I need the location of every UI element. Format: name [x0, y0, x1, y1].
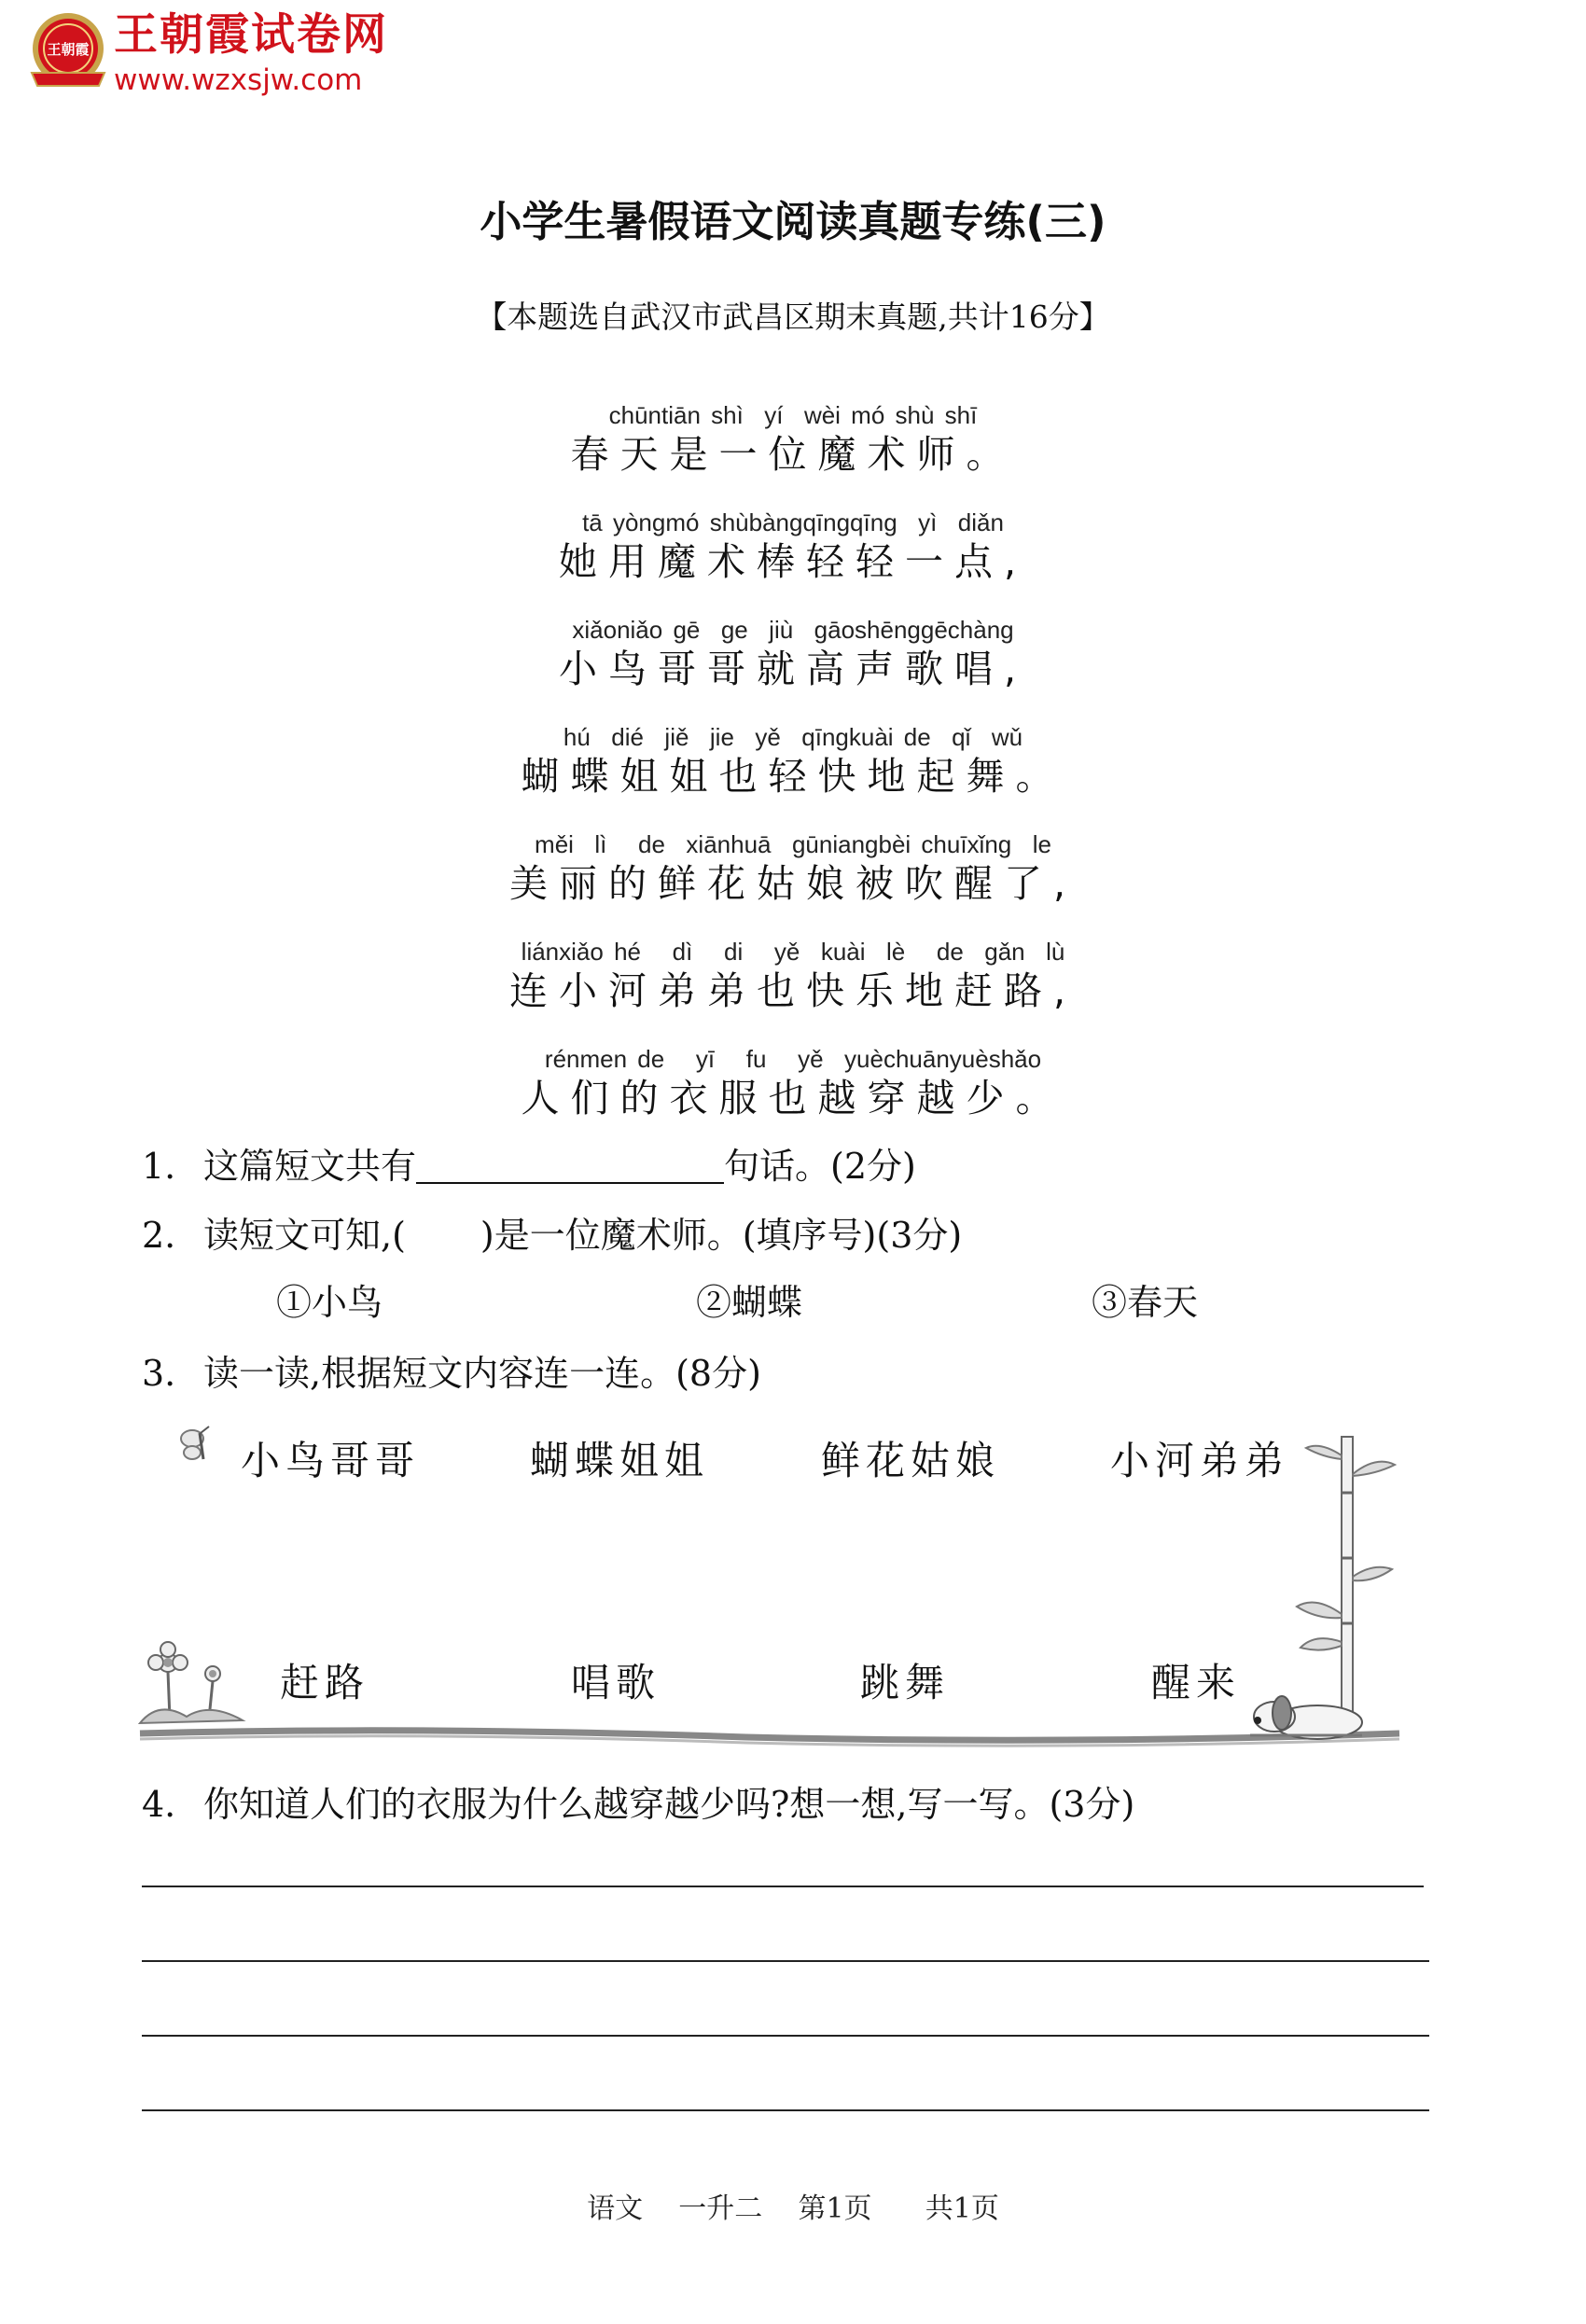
- match-bottom-item[interactable]: 跳舞: [860, 1660, 951, 1705]
- page-title: 小学生暑假语文阅读真题专练(三): [480, 197, 1106, 246]
- question-1: [142, 1142, 916, 1190]
- question-1-text-after: 句话。(2分): [724, 1146, 916, 1187]
- poem-line: 美丽的鲜花姑娘被吹醒了,: [508, 861, 1078, 906]
- poem-line: 蝴蝶姐姐也轻快地起舞。: [521, 754, 1065, 799]
- pinyin-line: hú dié jiě jie yě qīngkuài de qǐ wǔ: [563, 723, 1023, 751]
- poem-line: 小鸟哥哥就高声歌唱,: [558, 647, 1028, 691]
- match-top-item[interactable]: 小鸟哥哥: [241, 1438, 421, 1483]
- butterfly-icon: [177, 1424, 220, 1467]
- question-3-text: 读一读,根据短文内容连一连。(8分): [203, 1353, 761, 1394]
- question-2: [142, 1211, 962, 1259]
- question-number: 1.: [142, 1146, 176, 1187]
- question-2-text-after: )是一位魔术师。(填序号)(3分): [480, 1215, 963, 1256]
- pinyin-line: liánxiǎo hé dì di yě kuài lè de gǎn lù: [521, 938, 1065, 966]
- poem-line: 人们的衣服也越穿越少。: [521, 1076, 1065, 1120]
- match-bottom-item[interactable]: 赶路: [280, 1660, 370, 1705]
- answer-line[interactable]: [142, 1886, 1424, 1887]
- site-url[interactable]: www.wzxsjw.com: [114, 63, 363, 97]
- pinyin-line: xiǎoniǎo gē ge jiù gāoshēnggēchàng: [572, 616, 1014, 644]
- pinyin-line: rénmen de yī fu yě yuèchuānyuèshǎo: [544, 1045, 1042, 1073]
- site-name: 王朝霞试卷网: [114, 9, 388, 61]
- question-3: [142, 1349, 761, 1398]
- site-logo-seal-icon: [28, 11, 108, 91]
- source-note: 【本题选自武汉市武昌区期末真题,共计16分】: [476, 299, 1110, 335]
- answer-line[interactable]: [142, 1960, 1429, 1962]
- question-4-text: 你知道人们的衣服为什么越穿越少吗?想一想,写一写。(3分): [203, 1784, 1135, 1825]
- pinyin-line: měi lì de xiānhuā gūniangbèi chuīxǐng le: [535, 830, 1051, 858]
- match-bottom-item[interactable]: 唱歌: [571, 1660, 661, 1705]
- poem-line: 连小河弟弟也快乐地赶路,: [508, 968, 1078, 1013]
- answer-line[interactable]: [142, 2035, 1429, 2037]
- logo-seal-text: 王朝霞: [47, 41, 90, 58]
- question-number: 4.: [142, 1784, 176, 1825]
- bamboo-icon: [1287, 1437, 1399, 1717]
- question-4: [142, 1780, 1134, 1829]
- option-1[interactable]: ①小鸟: [276, 1282, 383, 1323]
- pinyin-line: tā yòngmó shùbàngqīngqīng yì diǎn: [582, 508, 1004, 536]
- option-3[interactable]: ③春天: [1092, 1282, 1199, 1323]
- puppy-icon: [1241, 1679, 1371, 1745]
- answer-line[interactable]: [142, 2109, 1429, 2111]
- pinyin-line: chūntiān shì yí wèi mó shù shī: [608, 401, 978, 429]
- match-top-item[interactable]: 小河弟弟: [1110, 1438, 1290, 1483]
- option-2[interactable]: ②蝴蝶: [696, 1282, 803, 1323]
- match-top-item[interactable]: 鲜花姑娘: [821, 1438, 1001, 1483]
- poem-line: 春天是一位魔术师。: [570, 432, 1016, 477]
- question-number: 3.: [142, 1353, 176, 1394]
- question-number: 2.: [142, 1215, 176, 1256]
- match-bottom-item[interactable]: 醒来: [1151, 1660, 1242, 1705]
- question-2-text-before: 读短文可知,(: [203, 1215, 406, 1256]
- match-top-item[interactable]: 蝴蝶姐姐: [530, 1438, 710, 1483]
- poem-line: 她用魔术棒轻轻一点,: [558, 539, 1028, 584]
- ground-line: [140, 1698, 1399, 1763]
- question-1-answer-blank[interactable]: [416, 1145, 724, 1184]
- page-footer: 语文 一升二 第1页 共1页: [587, 2192, 999, 2225]
- question-1-text-before: 这篇短文共有: [203, 1146, 417, 1187]
